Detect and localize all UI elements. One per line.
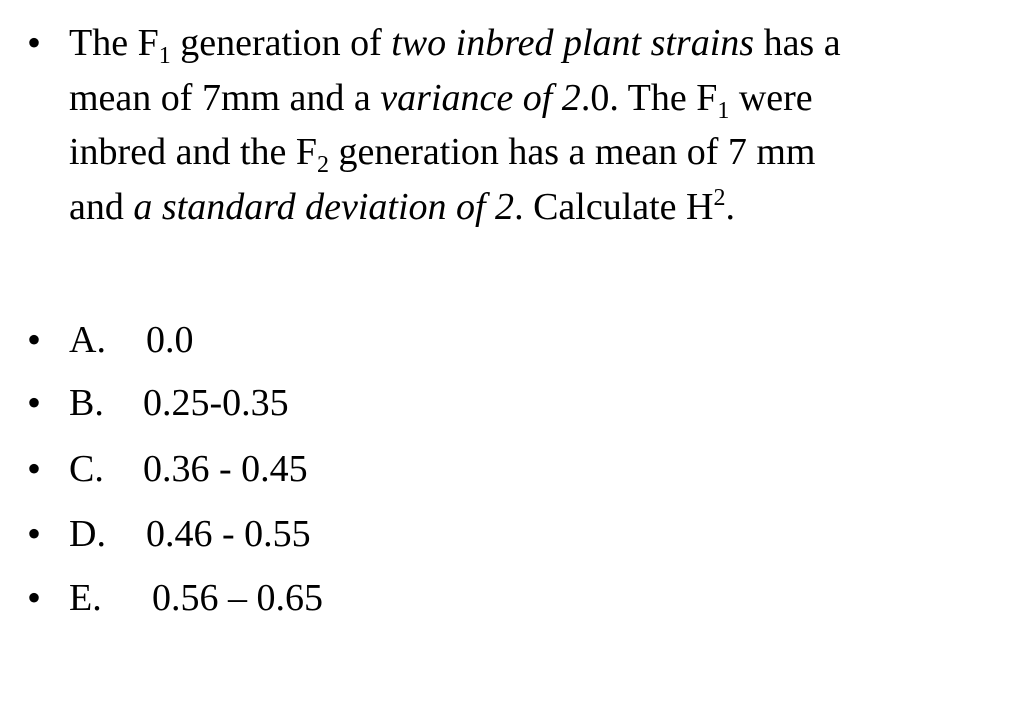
- option-c: [27, 439, 727, 499]
- text-run: has a: [754, 22, 841, 64]
- subscript: 1: [717, 97, 730, 124]
- text-run: The F: [69, 22, 159, 64]
- option-value: 0.0: [146, 319, 194, 361]
- text-run: . Calculate H: [514, 185, 714, 228]
- question-line: [69, 71, 1004, 126]
- subscript: 1: [158, 43, 171, 69]
- bullet-icon: •: [27, 511, 42, 556]
- bullet-icon: •: [27, 575, 42, 620]
- option-letter: E.: [69, 577, 102, 619]
- text-run: .: [725, 185, 735, 228]
- italic-text: a standard deviation of 2: [133, 185, 515, 228]
- option-e: [27, 568, 727, 628]
- question-text: [69, 16, 1004, 234]
- italic-text: two inbred plant strains: [391, 22, 755, 64]
- bullet-icon: •: [27, 317, 42, 362]
- option-letter: A.: [69, 319, 106, 361]
- option-value: 0.36 - 0.45: [143, 448, 308, 490]
- text-run: and: [69, 185, 134, 228]
- question-line: [69, 180, 1004, 235]
- text-run: .0. The F: [580, 76, 718, 119]
- option-a: [27, 310, 727, 370]
- option-value: 0.56 – 0.65: [152, 577, 323, 619]
- subscript: 2: [317, 152, 330, 178]
- text-run: inbred and the F: [69, 131, 318, 173]
- bullet-icon: •: [27, 446, 42, 491]
- superscript: 2: [713, 184, 726, 211]
- text-run: generation has a mean of 7 mm: [329, 131, 816, 173]
- option-letter: C.: [69, 448, 104, 490]
- bullet-icon: •: [27, 380, 42, 425]
- option-value: 0.25-0.35: [143, 382, 289, 424]
- option-d: [27, 504, 727, 564]
- option-letter: D.: [69, 513, 106, 555]
- question-line: [69, 16, 1004, 71]
- option-b: [27, 373, 727, 433]
- option-letter: B.: [69, 382, 104, 424]
- question-line: [69, 125, 1004, 180]
- text-run: generation of: [170, 22, 392, 64]
- italic-text: variance of 2: [380, 76, 581, 119]
- text-run: were: [729, 76, 813, 119]
- bullet-icon: •: [27, 20, 42, 65]
- option-value: 0.46 - 0.55: [146, 513, 311, 555]
- text-run: mean of 7mm and a: [69, 76, 381, 119]
